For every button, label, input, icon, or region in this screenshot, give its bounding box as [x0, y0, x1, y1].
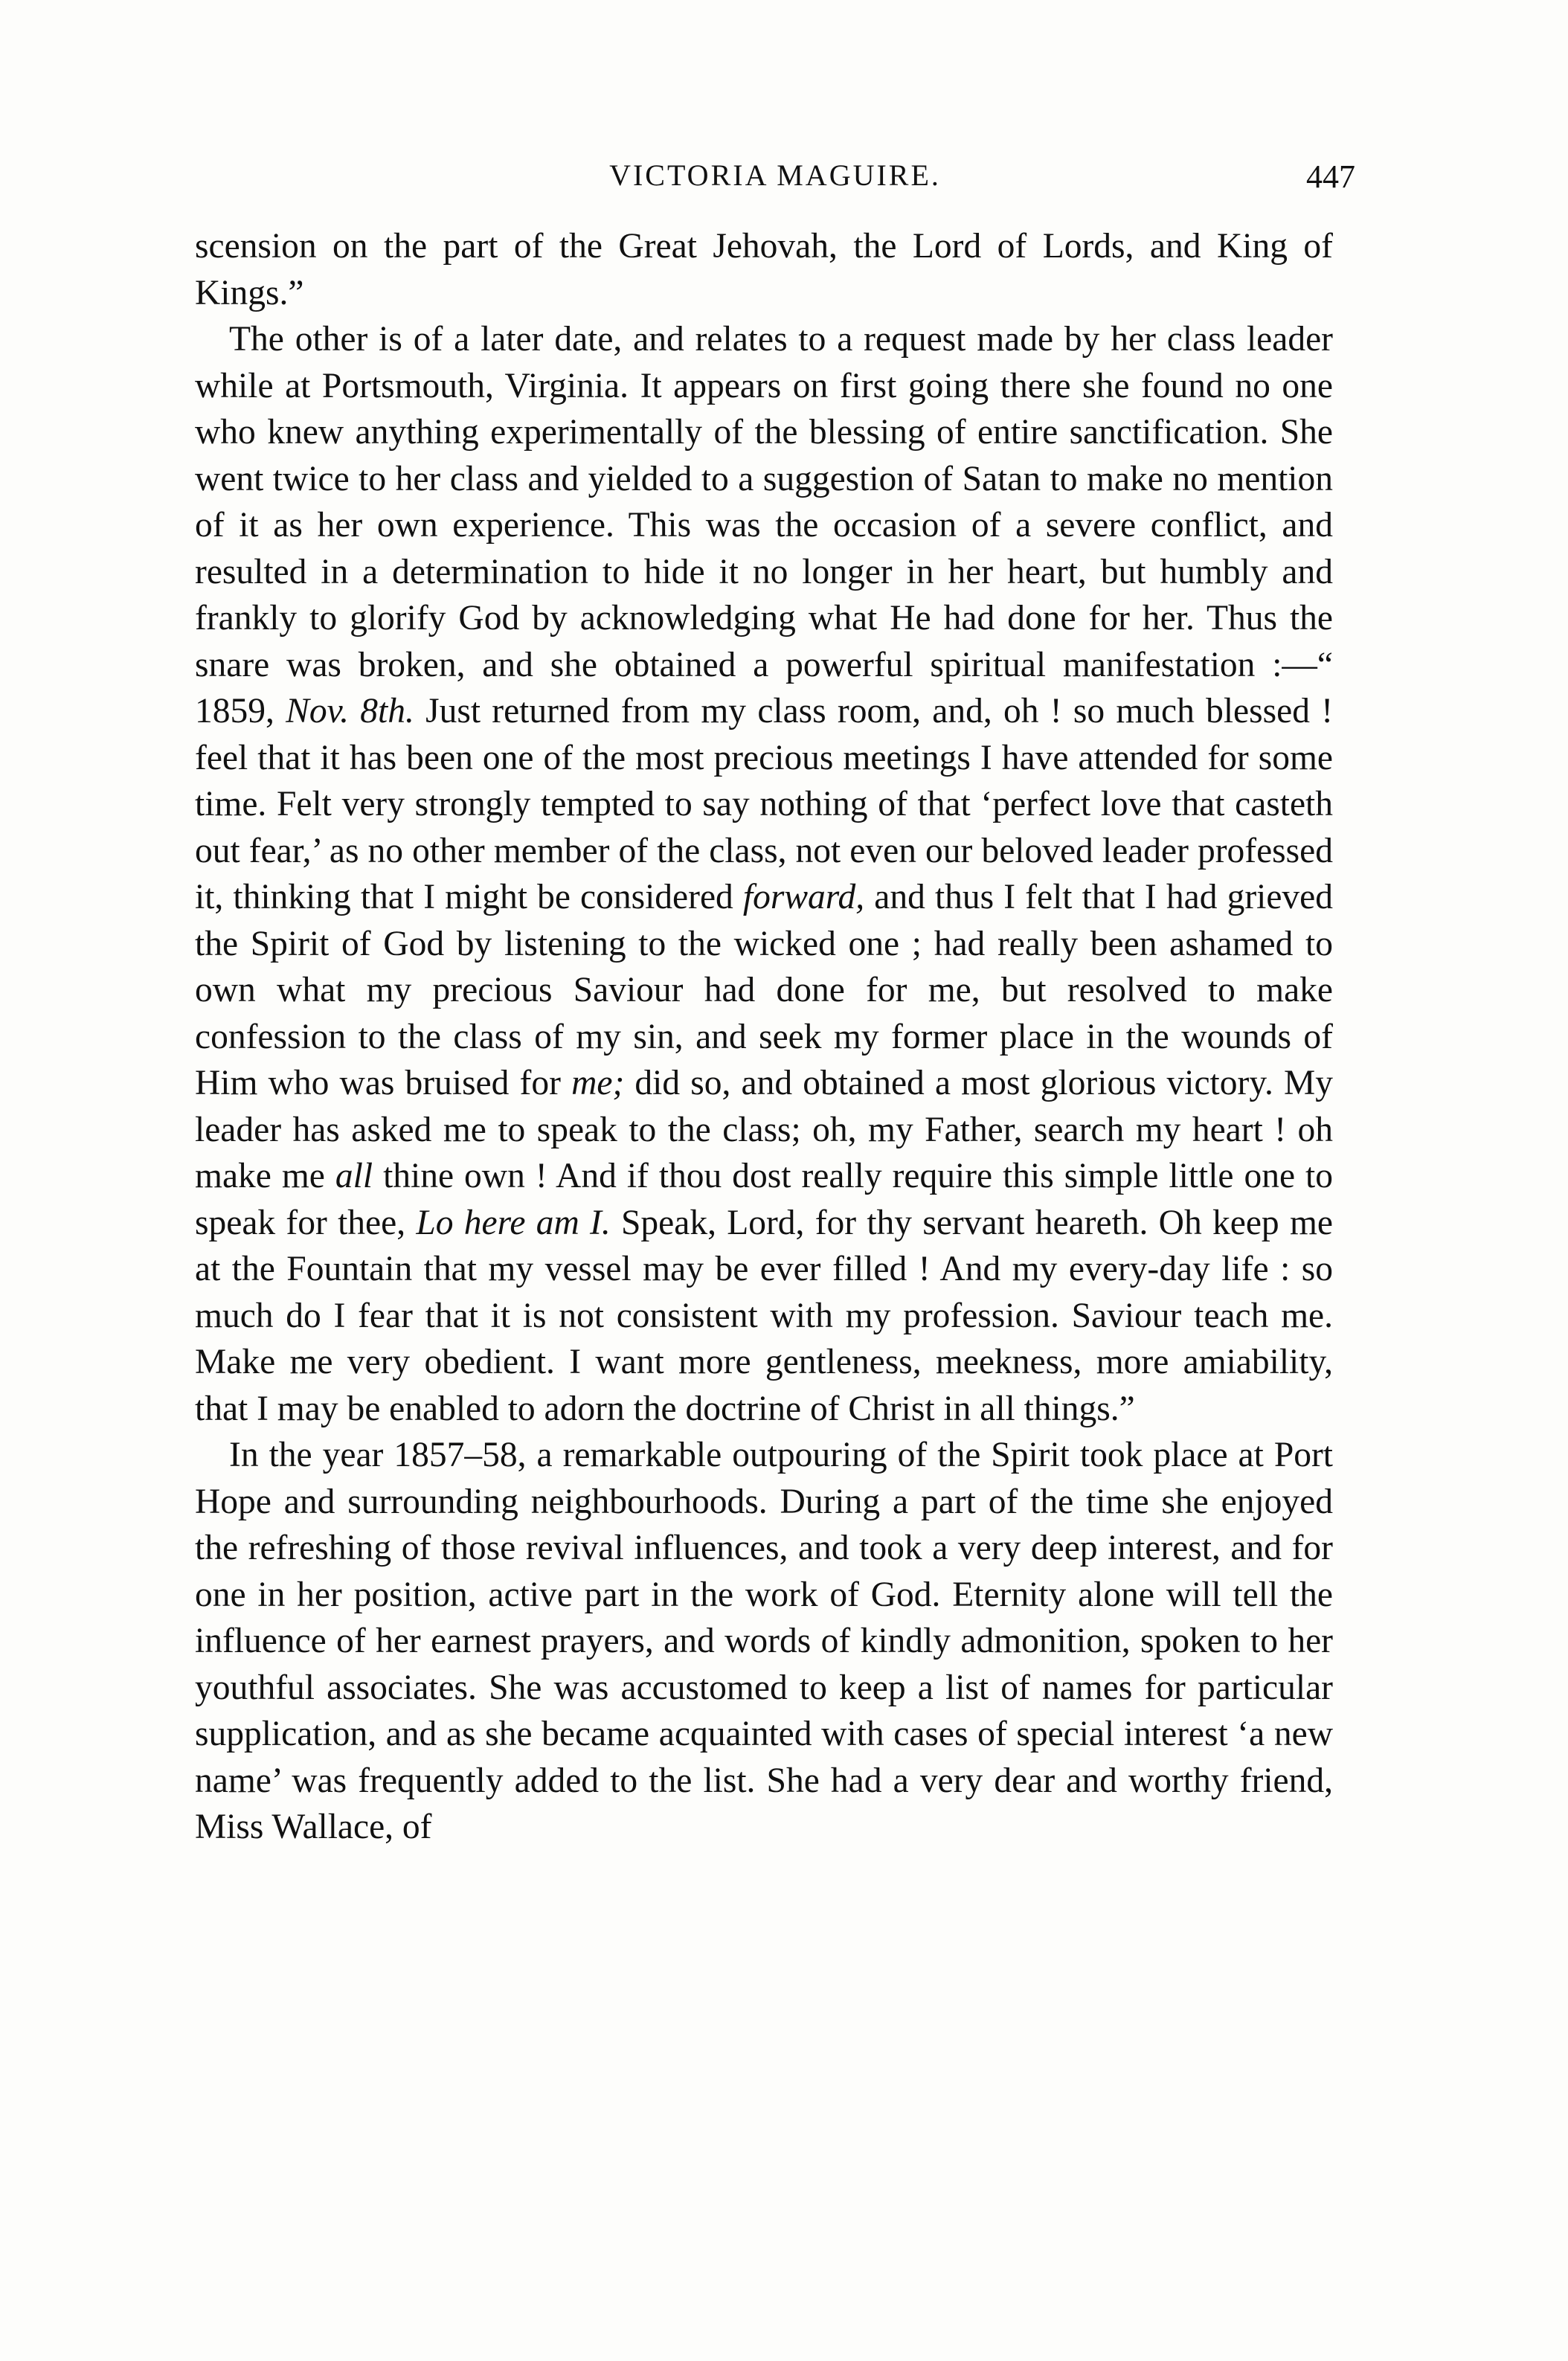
- running-head: [195, 158, 1355, 202]
- body-text: [195, 223, 1342, 1851]
- page-number: 447: [1306, 158, 1355, 195]
- text-run: Just returned from my class room, and, oh ! so much blessed ! feel that it has been one of the most precious meetings I have attended for some time. Felt very strongly tempted to say nothing of that ‘perfect love that casteth out fear,’ as no other member of the class, not even our beloved leader professed it, thinking that I might be considered: [195, 692, 1342, 916]
- text-run: The other is of a later date, and relates to a request made by her class leader while at Portsmouth, Virginia. It appears on first going there she found no one who knew anything experimentally of the blessing of entire sanctification. She went twice to her class and yielded to a suggestion of Satan to make no mention of it as her own experience. This was the occasion of a severe conflict, and resulted in a determination to hide it no longer in her heart, but humbly and frankly to glorify God by acknowledging what He had done for her. Thus the snare was broken, and she obtained a powerful spiritual manifestation :—“ 1859,: [195, 320, 1342, 730]
- running-title: VICTORIA MAGUIRE.: [609, 158, 941, 192]
- paragraph: [195, 223, 1342, 316]
- italic-text: Nov. 8th.: [286, 692, 414, 730]
- text-run: thine own ! And if thou dost really require this simple little one to speak for thee,: [195, 1157, 1342, 1242]
- italic-text: all: [335, 1157, 373, 1195]
- paragraph: [195, 316, 1342, 1432]
- text-run: and thus I felt that I had grieved the Spirit of God by listening to the wicked one ; had really been ashamed to own what my precious Saviour had done for me, but resolved to make confession to the class of my sin, and seek my former place in the wounds of Him who was bruised for: [195, 878, 1342, 1102]
- paragraph: [195, 1432, 1342, 1851]
- text-run: did so, and obtained a most glorious victory. My leader has asked me to speak to the class; oh, my Father, search my heart ! oh make me: [195, 1064, 1342, 1195]
- italic-text: me;: [571, 1064, 625, 1102]
- text-run: scension on the part of the Great Jehovah, the Lord of Lords, and King of Kings.”: [195, 227, 1342, 312]
- text-run: In the year 1857–58, a remarkable outpouring of the Spirit took place at Port Hope and surrounding neighbourhoods. During a part of the time she enjoyed the refreshing of those revival influences, and took a very deep interest, and for one in her position, active part in the work of God. Eternity alone will tell the influence of her earnest prayers, and words of kindly admonition, spoken to her youthful associates. She was accustomed to keep a list of names for particular supplication, and as she became acquainted with cases of special interest ‘a new name’ was frequently added to the list. She had a very dear and worthy friend, Miss Wallace, of: [195, 1436, 1342, 1846]
- italic-text: forward,: [742, 878, 865, 916]
- italic-text: Lo here am I.: [416, 1203, 611, 1242]
- text-run: Speak, Lord, for thy servant heareth. Oh keep me at the Fountain that my vessel may be ever filled ! And my every-day life : so much do I fear that it is not consistent with my profession. Saviour teach me. Make me very obedient. I want more gentleness, meekness, more amiability, that I may be enabled to adorn the doctrine of Christ in all things.”: [195, 1203, 1342, 1428]
